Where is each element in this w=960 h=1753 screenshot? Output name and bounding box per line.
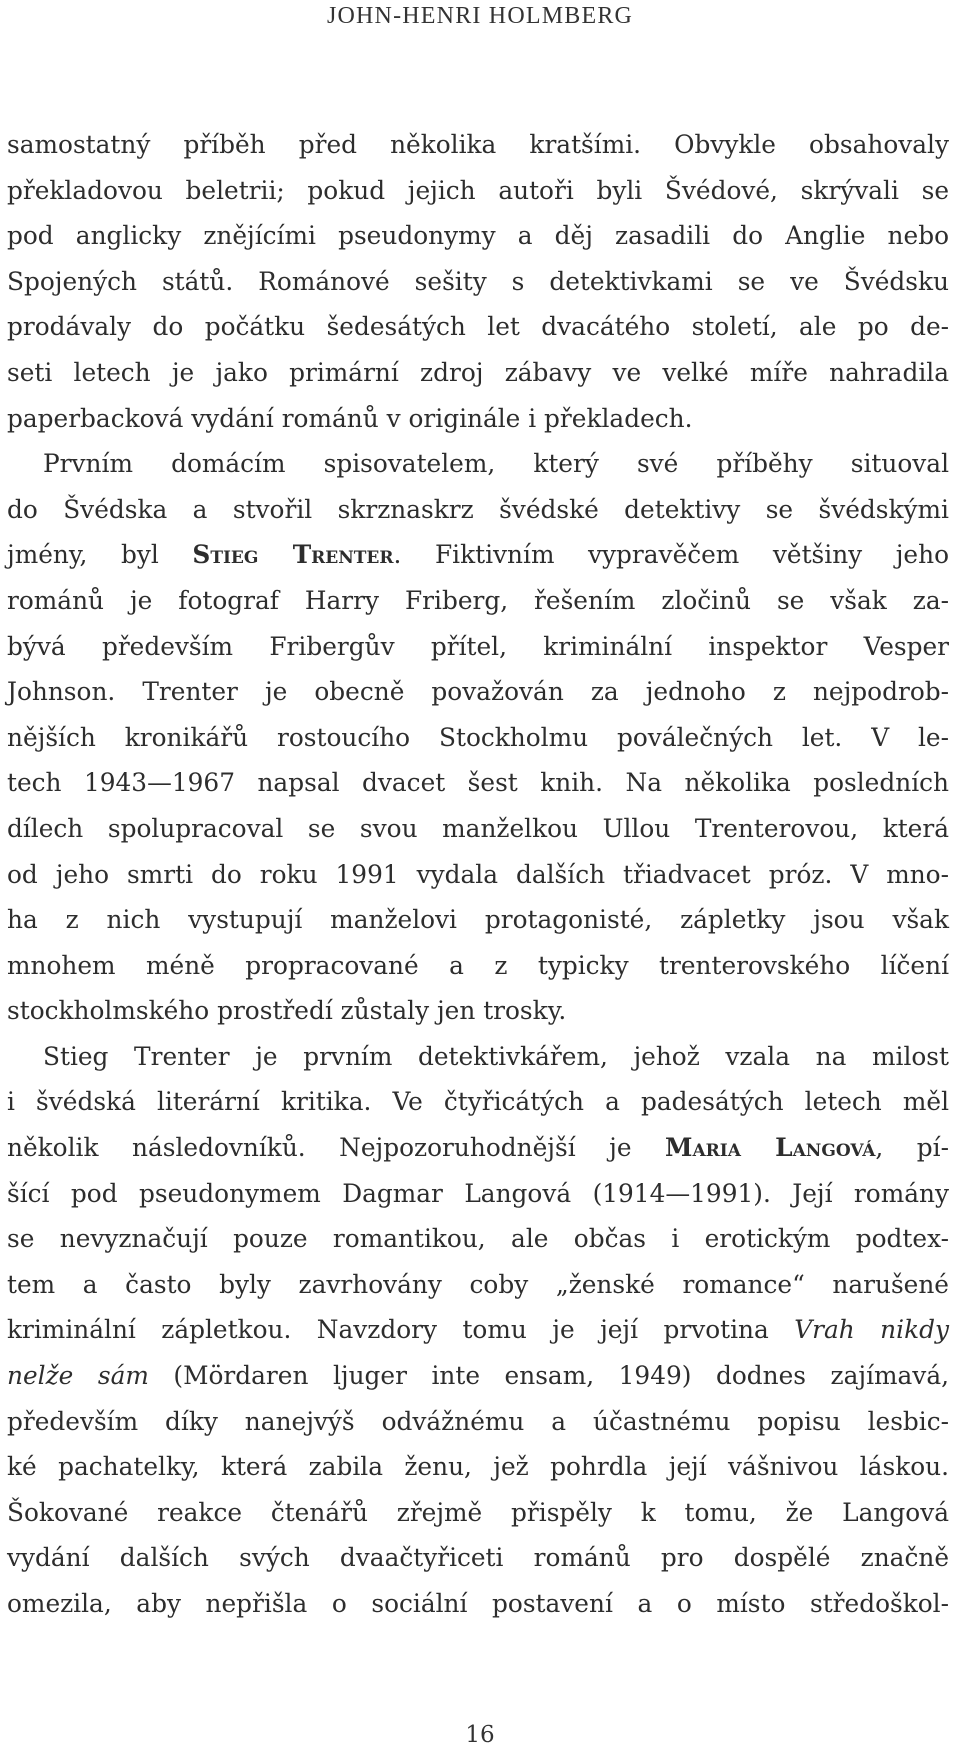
text-line [7,532,949,578]
text-line: Stieg Trenter je prvním detektivkářem, jehož vzala na milost [43,1041,949,1071]
text-fragment: (Mördaren ljuger inte ensam, 1949) dodnes zajímavá, [148,1361,949,1391]
text-line: vydání dalších svých dvaačtyřiceti románů pro dospělé značně [7,1543,949,1573]
text-fragment: . Fiktivním vypravěčem většiny jeho [393,540,949,570]
author-name-smallcaps: Stieg Trenter [192,540,394,570]
text-line: samostatný příběh před několika kratšími. Obvykle obsahovaly [7,130,949,159]
text-fragment: kriminální zápletkou. Navzdory tomu je její prvotina [7,1315,795,1345]
text-fragment: , pí- [875,1133,949,1163]
text-line: především díky nanejvýš odvážnému a účastnému popisu lesbic- [7,1406,949,1436]
text-line: od jeho smrti do roku 1991 vydala dalších třiadvacet próz. V mno- [7,859,949,889]
text-line: nějších kronikářů rostoucího Stockholmu poválečných let. V le- [7,722,949,752]
text-line: mnohem méně propracované a z typicky trenterovského líčení [7,950,949,980]
text-line: ha z nich vystupují manželovi protagonisté, zápletky jsou však [7,905,949,935]
text-line: stockholmského prostředí zůstaly jen trosky. [7,996,567,1026]
text-line: pod anglicky znějícími pseudonymy a děj zasadili do Anglie nebo [7,221,949,251]
body-text [7,122,949,1627]
text-line: paperbacková vydání románů v originále i překladech. [7,403,693,433]
text-line: prodávaly do počátku šedesátých let dvacátého století, ale po de- [7,312,949,342]
text-line: Prvním domácím spisovatelem, který své příběhy situoval [43,449,949,479]
book-title-italic: nelže sám [7,1361,149,1391]
text-line: šící pod pseudonymem Dagmar Langová (1914—1991). Její romány [7,1178,949,1208]
text-line: dílech spolupracoval se svou manželkou Ullou Trenterovou, která [7,813,949,843]
text-line: Šokované reakce čtenářů zřejmě přispěly k tomu, že Langová [7,1497,949,1527]
text-line: seti letech je jako primární zdroj zábavy ve velké míře nahradila [7,357,949,387]
text-line: ké pachatelky, která zabila ženu, jež pohrdla její vášnivou láskou. [7,1452,949,1482]
book-title-italic: Vrah nikdy [794,1315,949,1345]
running-head: JOHN-HENRI HOLMBERG [326,3,634,29]
text-line [7,1353,949,1399]
text-line: románů je fotograf Harry Friberg, řešením zločinů se však za- [7,585,949,615]
text-fragment: několik následovníků. Nejpozoruhodnější je [7,1133,665,1163]
page-number: 16 [465,1722,495,1748]
text-line: tem a často byly zavrhovány coby „ženské romance“ narušené [7,1269,949,1299]
author-name-smallcaps: Maria Langová [665,1133,876,1163]
text-line: překladovou beletrii; pokud jejich autoři byli Švédové, skrývali se [7,175,949,205]
text-line: bývá především Fribergův přítel, kriminální inspektor Vesper [7,631,949,661]
text-line: omezila, aby nepřišla o sociální postavení a o místo středoškol- [7,1589,949,1618]
text-line [7,1307,949,1353]
text-fragment: jmény, byl [7,540,193,570]
text-line: se nevyznačují pouze romantikou, ale občas i erotickým podtex- [7,1224,949,1254]
text-line: tech 1943—1967 napsal dvacet šest knih. Na několika posledních [7,768,949,798]
text-line: i švédská literární kritika. Ve čtyřicátých a padesátých letech měl [7,1087,949,1117]
text-line: do Švédska a stvořil skrznaskrz švédské detektivy se švédskými [7,494,949,524]
text-line [7,1125,949,1171]
text-line: Spojených států. Románové sešity s detektivkami se ve Švédsku [7,266,949,296]
text-line: Johnson. Trenter je obecně považován za jednoho z nejpodrob- [7,677,949,707]
